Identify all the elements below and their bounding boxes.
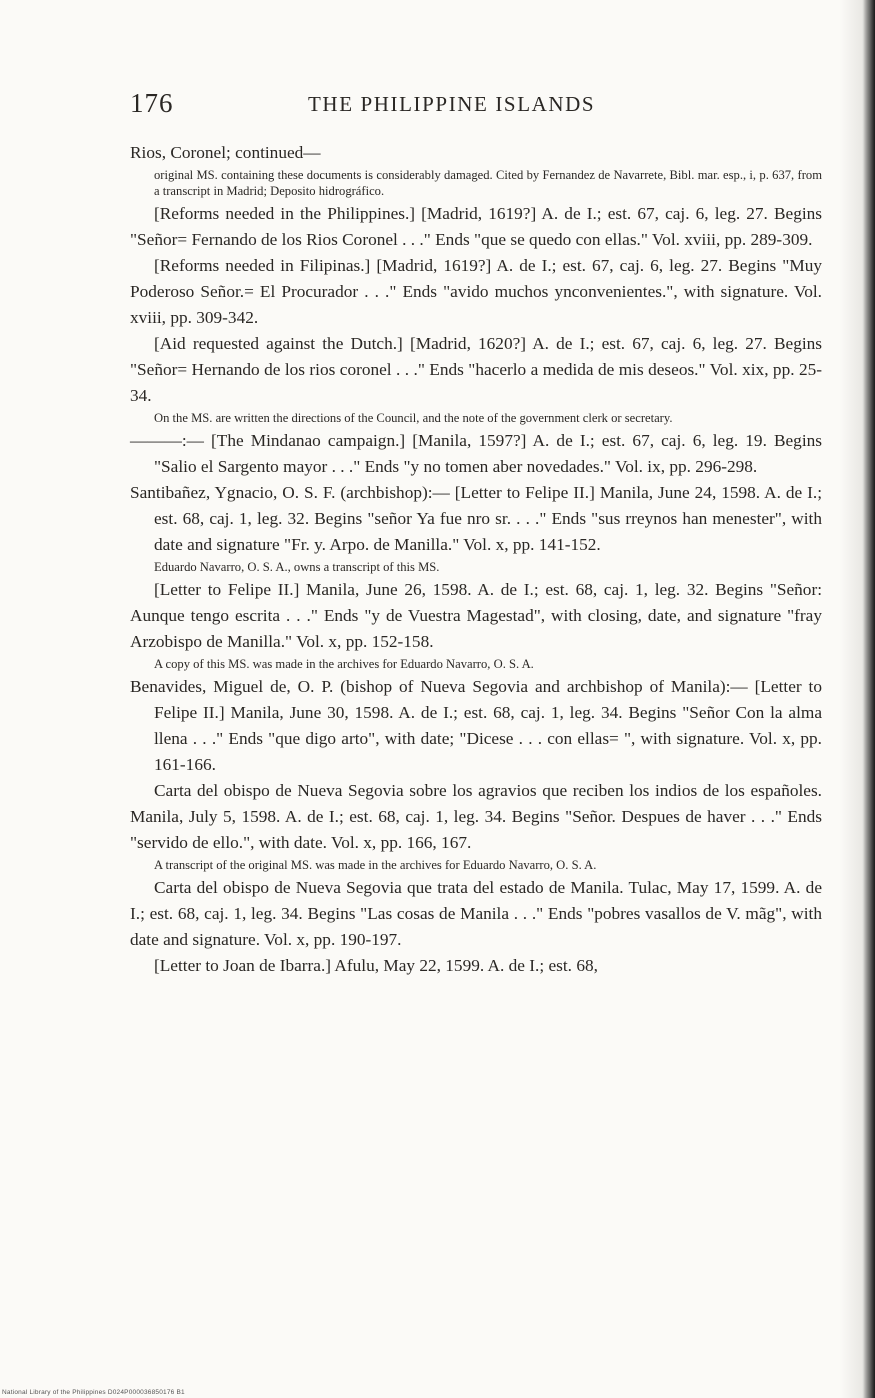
page-edge-shadow: [863, 0, 875, 1398]
entry-carta-estado-manila: Carta del obispo de Nueva Segovia que trata del estado de Manila. Tulac, May 17, 1599. A. de I.; est. 68, caj. 1, leg. 34. Begins "Las cosas de Manila . . ." Ends "pobres vasallos de V. mãg", with date and signature. Vol. x, pp. 190-197.: [130, 878, 822, 949]
entry-benavides: Benavides, Miguel de, O. P. (bishop of Nueva Segovia and archbishop of Manila):— [Letter to Felipe II.] Manila, June 30, 1598. A. de I.; est. 68, caj. 1, leg. 34. Begins "Señor Con la alma llena . . ." Ends "que digo arto", with date; "Dicese . . . con ellas= ", with signature. Vol. x, pp. 161-166.: [130, 677, 822, 774]
entry-carta-agravios: Carta del obispo de Nueva Segovia sobre los agravios que reciben los indios de los españoles. Manila, July 5, 1598. A. de I.; est. 68, caj. 1, leg. 34. Begins "Señor. Despues de haver . . ." Ends "servido de ello.", with date. Vol. x, pp. 166, 167.: [130, 781, 822, 852]
entry-letter-felipe-june26: [Letter to Felipe II.] Manila, June 26, 1598. A. de I.; est. 68, caj. 1, leg. 32. Begins "Señor: Aunque tengo escrita . . ." Ends "y de Vuestra Magestad", with closing, date, and signature "fray Arzobispo de Manilla." Vol. x, pp. 152-158.: [130, 580, 822, 651]
note-navarro-transcript: Eduardo Navarro, O. S. A., owns a transcript of this MS.: [154, 560, 440, 574]
note-council-directions: On the MS. are written the directions of the Council, and the note of the government clerk or secretary.: [154, 411, 673, 425]
note-navarro-copy: A copy of this MS. was made in the archives for Eduardo Navarro, O. S. A.: [154, 657, 534, 671]
entry-aid-against-dutch: [Aid requested against the Dutch.] [Madrid, 1620?] A. de I.; est. 67, caj. 6, leg. 27. Begins "Señor= Hernando de los rios coronel . . ." Ends "hacerlo a medida de mis deseos." Vol. xix, pp. 25-34.: [130, 334, 822, 405]
note-ms-damaged: original MS. containing these documents is considerably damaged. Cited by Fernandez de Navarrete, Bibl. mar. esp., i, p. 637, from a transcript in Madrid; Deposito hidrográfico.: [154, 168, 822, 198]
page-number: 176: [130, 88, 174, 118]
page-header: [130, 88, 830, 128]
running-head: THE PHILIPPINE ISLANDS: [308, 92, 596, 116]
entry-letter-ibarra: [Letter to Joan de Ibarra.] Afulu, May 22, 1599. A. de I.; est. 68,: [154, 956, 598, 975]
note-original-transcript: A transcript of the original MS. was made in the archives for Eduardo Navarro, O. S. A.: [154, 858, 597, 872]
entry-reforms-philippines: [Reforms needed in the Philippines.] [Madrid, 1619?] A. de I.; est. 67, caj. 6, leg. 27. Begins "Señor= Fernando de los Rios Coronel . . ." Ends "que se quedo con ellas." Vol. xviii, pp. 289-309.: [130, 204, 822, 249]
entry-rios-continued: Rios, Coronel; continued—: [130, 143, 321, 162]
library-stamp: National Library of the Philippines D024P000036850176 B1: [2, 1389, 185, 1396]
entry-santibanez: Santibañez, Ygnacio, O. S. F. (archbishop):— [Letter to Felipe II.] Manila, June 24, 1598. A. de I.; est. 68, caj. 1, leg. 32. Begins "señor Ya fue nro sr. . . ." Ends "sus rreynos han menester", with date and signature "Fr. y. Arpo. de Manilla." Vol. x, pp. 141-152.: [130, 483, 822, 554]
entry-mindanao-campaign: ———:— [The Mindanao campaign.] [Manila, 1597?] A. de I.; est. 67, caj. 6, leg. 19. Begins "Salio el Sargento mayor . . ." Ends "y no tomen aber novedades." Vol. ix, pp. 296-298.: [130, 431, 822, 476]
bibliography-text: [130, 140, 822, 979]
entry-reforms-filipinas: [Reforms needed in Filipinas.] [Madrid, 1619?] A. de I.; est. 67, caj. 6, leg. 27. Begins "Muy Poderoso Señor.= El Procurador . . ." Ends "avido muchos ynconvenientes.", with signature. Vol. xviii, pp. 309-342.: [130, 256, 822, 327]
